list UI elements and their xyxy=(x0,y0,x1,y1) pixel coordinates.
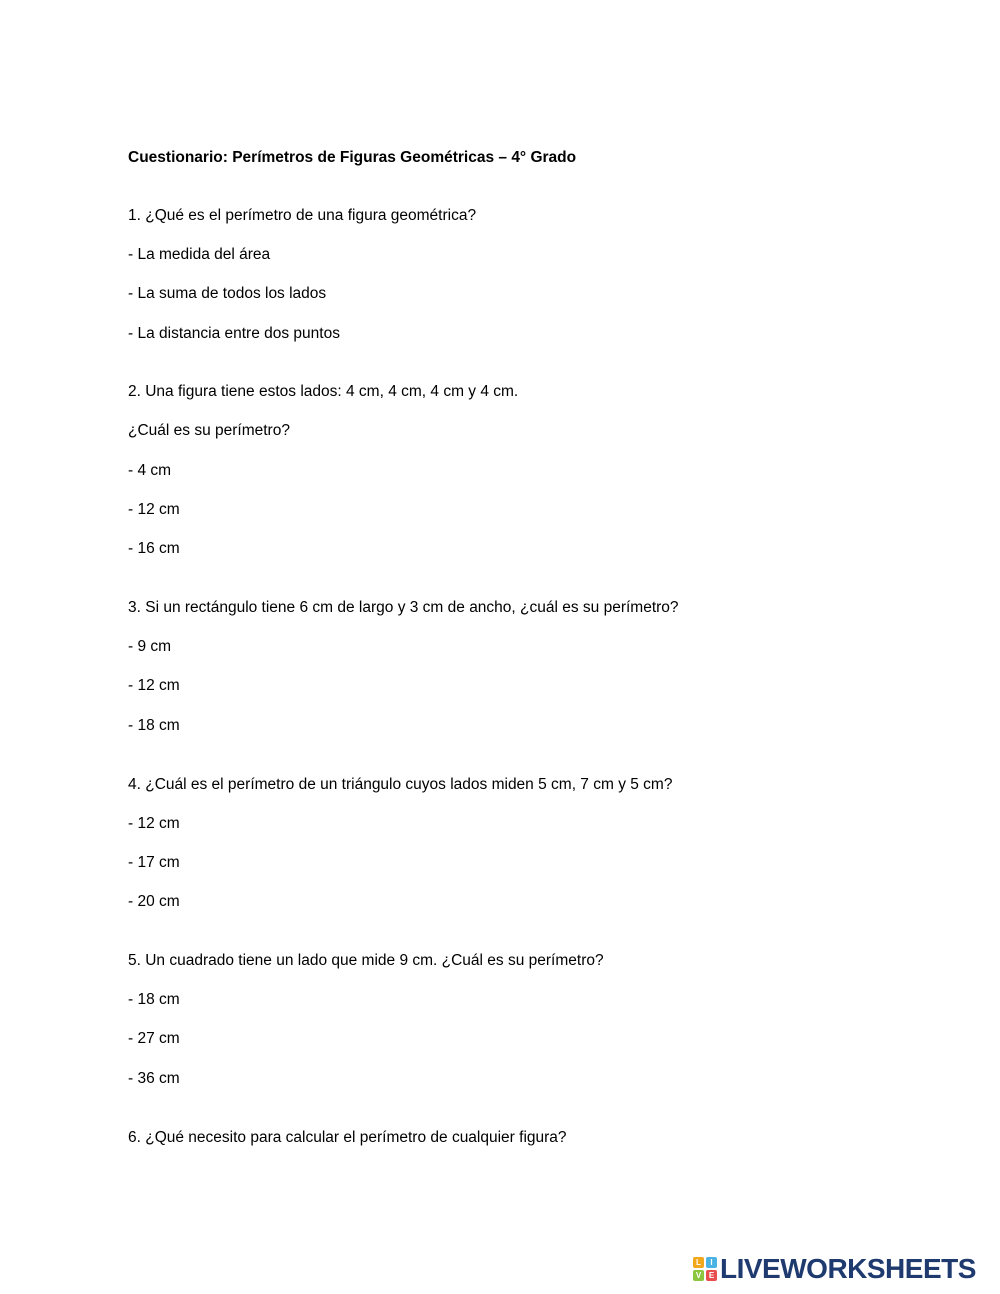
answer-option: - La distancia entre dos puntos xyxy=(128,325,340,342)
answer-option: - 18 cm xyxy=(128,991,180,1008)
question-text: 6. ¿Qué necesito para calcular el perímetro de cualquier figura? xyxy=(128,1129,567,1146)
question-text: 1. ¿Qué es el perímetro de una figura geométrica? xyxy=(128,207,477,224)
answer-option: - 17 cm xyxy=(128,854,180,871)
answer-option: - 16 cm xyxy=(128,540,180,557)
liveworksheets-logo xyxy=(693,1254,976,1284)
question-text: 5. Un cuadrado tiene un lado que mide 9 cm. ¿Cuál es su perímetro? xyxy=(128,952,604,969)
logo-tile: I xyxy=(706,1257,717,1268)
answer-option: - 12 cm xyxy=(128,501,180,518)
answer-option: - 36 cm xyxy=(128,1070,180,1087)
answer-option: - La suma de todos los lados xyxy=(128,285,327,302)
question-text: 4. ¿Cuál es el perímetro de un triángulo cuyos lados miden 5 cm, 7 cm y 5 cm? xyxy=(128,776,673,793)
question-text: 3. Si un rectángulo tiene 6 cm de largo y 3 cm de ancho, ¿cuál es su perímetro? xyxy=(128,599,679,616)
logo-tile: V xyxy=(693,1270,704,1281)
answer-option: - 27 cm xyxy=(128,1030,180,1047)
question-text: ¿Cuál es su perímetro? xyxy=(128,422,290,439)
logo-mark-icon xyxy=(693,1257,717,1281)
answer-option: - 18 cm xyxy=(128,717,180,734)
logo-text: LIVEWORKSHEETS xyxy=(720,1253,976,1284)
answer-option: - 12 cm xyxy=(128,677,180,694)
answer-option: - 4 cm xyxy=(128,462,172,479)
logo-tile: L xyxy=(693,1257,704,1268)
answer-option: - 9 cm xyxy=(128,638,172,655)
answer-option: - La medida del área xyxy=(128,246,271,263)
answer-option: - 20 cm xyxy=(128,893,180,910)
logo-tile: E xyxy=(706,1270,717,1281)
answer-option: - 12 cm xyxy=(128,815,180,832)
question-text: 2. Una figura tiene estos lados: 4 cm, 4 cm, 4 cm y 4 cm. xyxy=(128,383,519,400)
page-title: Cuestionario: Perímetros de Figuras Geométricas – 4° Grado xyxy=(128,149,577,166)
